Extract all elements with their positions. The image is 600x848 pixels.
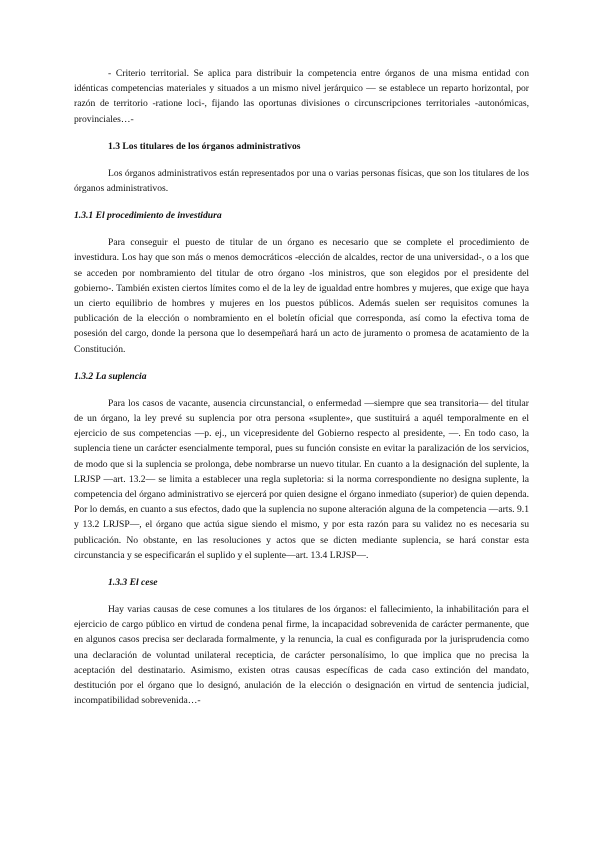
paragraph-suplencia: Para los casos de vacante, ausencia circunstancial, o enfermedad —siempre que sea transitoria— del titular de un órgano, la ley prevé su suplencia por otra persona «suplente», que sustituirá a aquél temporalmente en el ejercicio de sus competencias —p. ej., un vicepresidente del Gobierno respecto al presidente, —. En todo caso, la suplencia tiene un carácter esencialmente temporal, pues su función consiste en evitar la paralización de los servicios, de modo que si la suplencia se prolonga, debe nombrarse un nuevo titular. En cuanto a la designación del suplente, la LRJSP —art. 13.2— se limita a establecer una regla supletoria: si la norma correspondiente no designa suplente, la competencia del órgano administrativo se ejercerá por quien designe el órgano inmediato (superior) de quien dependa. Por lo demás, en cuanto a sus efectos, dado que la suplencia no supone alteración alguna de la competencia —arts. 9.1 y 13.2 LRJSP—, el órgano que actúa sigue siendo el mismo, y por esta razón para su validez no es necesaria su publicación. No obstante, en las resoluciones y actos que se dicten mediante suplencia, se hará constar esta circunstancia y se especificarán el suplido y el suplente—art. 13.4 LRJSP—. [74,397,529,561]
intro-paragraph: - Criterio territorial. Se aplica para distribuir la competencia entre órganos de una misma entidad con idénticas competencias materiales y situados a un mismo nivel jerárquico — se establece un reparto horizontal, por razón de territorio -ratione loci-, fijando las oportunas divisiones o circunscripciones territoriales -autonómicas, provinciales…- [74,68,529,125]
spacer [74,196,529,208]
subsection-title-suplencia: 1.3.2 La suplencia [74,370,147,382]
subsection-title-cese: 1.3.3 El cese [108,577,158,589]
document-page [74,66,529,709]
spacer [74,154,529,166]
spacer [74,357,529,369]
spacer [74,127,529,139]
spacer [74,590,529,602]
subsection-title-investidura: 1.3.1 El procedimiento de investidura [74,210,222,222]
section-paragraph: Los órganos administrativos están representados por una o varias personas físicas, que son los titulares de los órganos administrativos. [74,167,529,195]
paragraph-investidura: Para conseguir el puesto de titular de un órgano es necesario que se complete el procedimiento de investidura. Los hay que son más o menos democráticos -elección de alcaldes, rector de una universidad-, o a los que se acceden por nombramiento del titular de otro órgano -los ministros, que son elegidos por el presidente del gobierno-. También existen ciertos límites como el de la ley de igualdad entre hombres y mujeres, que exige que haya un cierto equilibrio de hombres y mujeres en los puestos públicos. Además suelen ser requisitos comunes la publicación de la elección o nombramiento en el boletín oficial que corresponda, así como la efectiva toma de posesión del cargo, donde la persona que lo desempeñará hará un acto de juramento o promesa de acatamiento de la Constitución. [74,237,529,355]
paragraph-cese: Hay varias causas de cese comunes a los titulares de los órganos: el fallecimiento, la inhabilitación para el ejercicio de cargo público en virtud de condena penal firme, la incapacidad sobrevenida de carácter permanente, que en algunos casos precisa ser declarada formalmente, y la renuncia, la cual es configurada por la jurisprudencia como una declaración de voluntad unilateral recepticia, de carácter personalísimo, lo que implica que no precisa la aceptación del destinatario. Asimismo, existen otras causas específicas de cada caso extinción del mandato, destitución por el órgano que lo designó, anulación de la elección o designación en virtud de sentencia judicial, incompatibilidad sobrevenida…- [74,604,529,707]
spacer [74,384,529,396]
spacer [74,563,529,575]
spacer [74,223,529,235]
section-title: 1.3 Los titulares de los órganos administrativos [108,140,301,152]
